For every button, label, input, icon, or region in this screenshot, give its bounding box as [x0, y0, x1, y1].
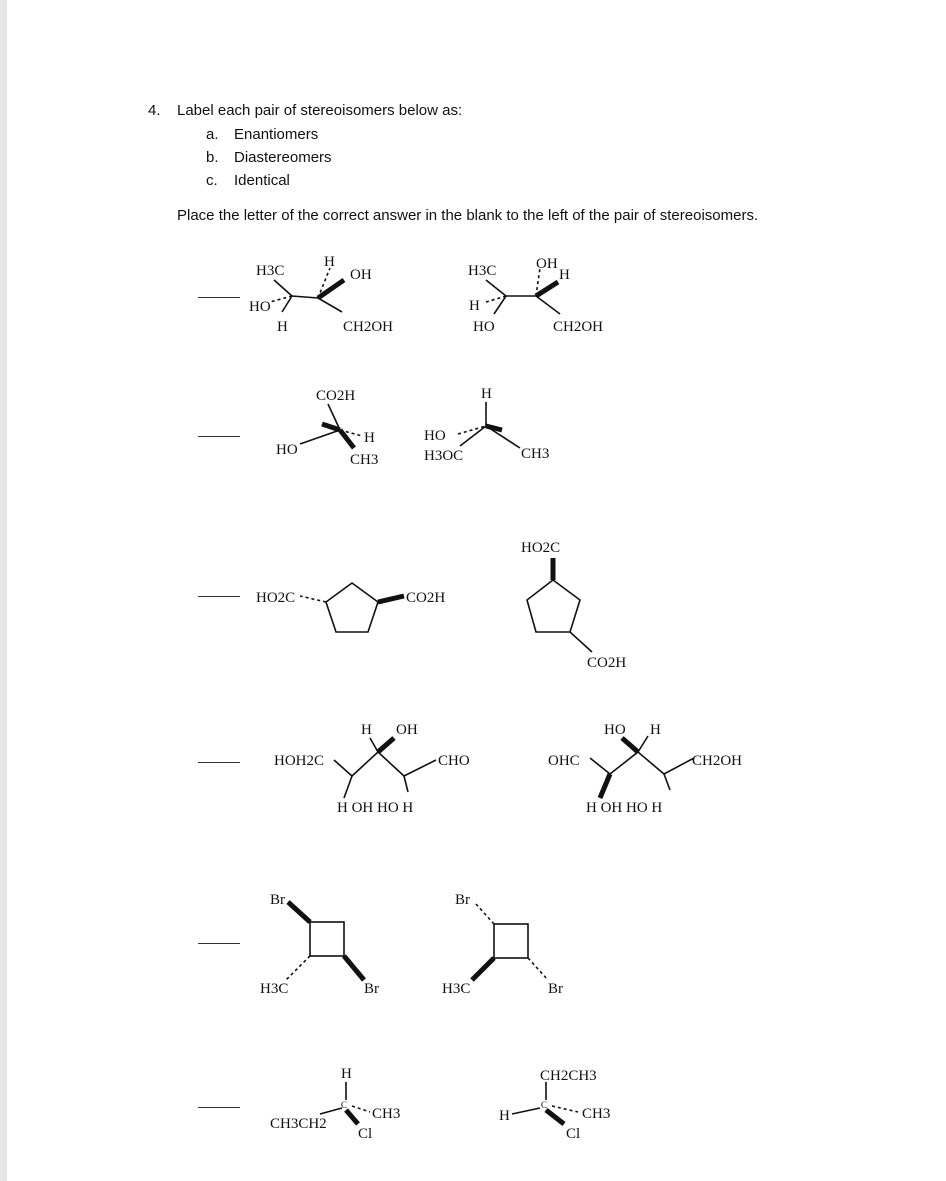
option-b: Diastereomers — [234, 149, 332, 166]
pair-3-right-co2h: CO2H — [587, 655, 627, 671]
pair-5-left-br-top: Br — [270, 892, 285, 908]
pair-5-right-structure — [442, 892, 563, 997]
pair-6-right-cl: Cl — [566, 1126, 581, 1142]
pair-1-left-h: H — [324, 254, 335, 270]
pair-2-left-h: H — [364, 430, 375, 446]
pair-2-right-ho: HO — [424, 428, 446, 444]
pair-6-left-c: C — [341, 1100, 348, 1110]
pair-1-right-h-top: H — [559, 267, 570, 283]
pair-2-right-ch3: CH3 — [521, 446, 550, 462]
pair-5-right-br-bottom: Br — [548, 981, 563, 997]
pair-4-left-oh-top: OH — [396, 722, 418, 738]
pair-4-left-structure — [274, 722, 470, 816]
pair-4-right-ohc: OHC — [548, 753, 580, 769]
pair-1-left-oh: OH — [350, 267, 372, 283]
pair-3-left-structure — [256, 583, 445, 632]
pair-1-left-ho: HO — [249, 299, 271, 315]
pair-4-right-ho-top: HO — [604, 722, 626, 738]
pair-1-right-h3c: H3C — [468, 263, 497, 279]
pair-2-left-ch3: CH3 — [350, 452, 379, 468]
pair-2-right-ester: H3OC — [424, 448, 464, 464]
question-prompt: Label each pair of stereoisomers below as: — [177, 102, 463, 119]
question-number: 4. — [148, 102, 161, 119]
pair-6-right-structure — [499, 1068, 610, 1142]
pair-6-left-h: H — [341, 1066, 352, 1082]
pair-3-left-co2h: CO2H — [406, 590, 446, 606]
pair-6-left-ch3: CH3 — [372, 1106, 401, 1122]
pair-3-right-ho2c: HO2C — [521, 540, 561, 556]
pair-6-right-h: H — [499, 1108, 510, 1124]
pair-2-right-structure — [424, 386, 549, 464]
pair-1-right-ch2oh: CH2OH — [553, 319, 604, 335]
instruction: Place the letter of the correct answer in the blank to the left of the pair of stereoisomers. — [177, 207, 759, 224]
pair-6-left-cl: Cl — [358, 1126, 373, 1142]
option-a: Enantiomers — [234, 126, 319, 143]
pair-4-left-bottom-labels: H OH HO H — [337, 800, 414, 816]
pair-4-right-h-top: H — [650, 722, 661, 738]
pair-1-right-structure — [468, 256, 603, 335]
pair-4-right-structure — [548, 722, 742, 816]
pair-4-left-cho: CHO — [438, 753, 470, 769]
pair-4-right-bottom-labels: H OH HO H — [586, 800, 663, 816]
pair-6-right-ch2ch3: CH2CH3 — [540, 1068, 597, 1084]
option-letter-b: b. — [206, 149, 219, 166]
option-c: Identical — [234, 172, 290, 189]
pair-6-right-c: C — [541, 1100, 548, 1110]
pair-1-left-ch2oh: CH2OH — [343, 319, 394, 335]
pair-1-left-h-bottom: H — [277, 319, 288, 335]
pair-6-left-ch3ch2: CH3CH2 — [270, 1116, 327, 1132]
pair-3-right-structure — [521, 540, 626, 671]
pair-4-right-ch2oh: CH2OH — [692, 753, 743, 769]
pair-5-right-h3c: H3C — [442, 981, 471, 997]
pair-1-right-ho: HO — [473, 319, 495, 335]
pair-5-left-br-bottom: Br — [364, 981, 379, 997]
pair-2-left-co2h: CO2H — [316, 388, 356, 404]
pair-4-left-h-top: H — [361, 722, 372, 738]
pair-6-right-ch3: CH3 — [582, 1106, 611, 1122]
pair-1-left-h3c: H3C — [256, 263, 285, 279]
pair-1-right-oh: OH — [536, 256, 558, 272]
pair-1-left-structure — [249, 254, 393, 335]
pair-4-left-hoh2c: HOH2C — [274, 753, 325, 769]
pair-3-left-ho2c: HO2C — [256, 590, 296, 606]
pair-5-right-br-top: Br — [455, 892, 470, 908]
pair-2-left-ho: HO — [276, 442, 298, 458]
option-letter-c: c. — [206, 172, 218, 189]
pair-2-right-h: H — [481, 386, 492, 402]
pair-1-right-h: H — [469, 298, 480, 314]
option-letter-a: a. — [206, 126, 219, 143]
pair-5-left-h3c: H3C — [260, 981, 289, 997]
pair-5-left-structure — [260, 892, 379, 997]
pair-6-left-structure — [270, 1066, 400, 1142]
pair-2-left-structure — [276, 388, 378, 468]
